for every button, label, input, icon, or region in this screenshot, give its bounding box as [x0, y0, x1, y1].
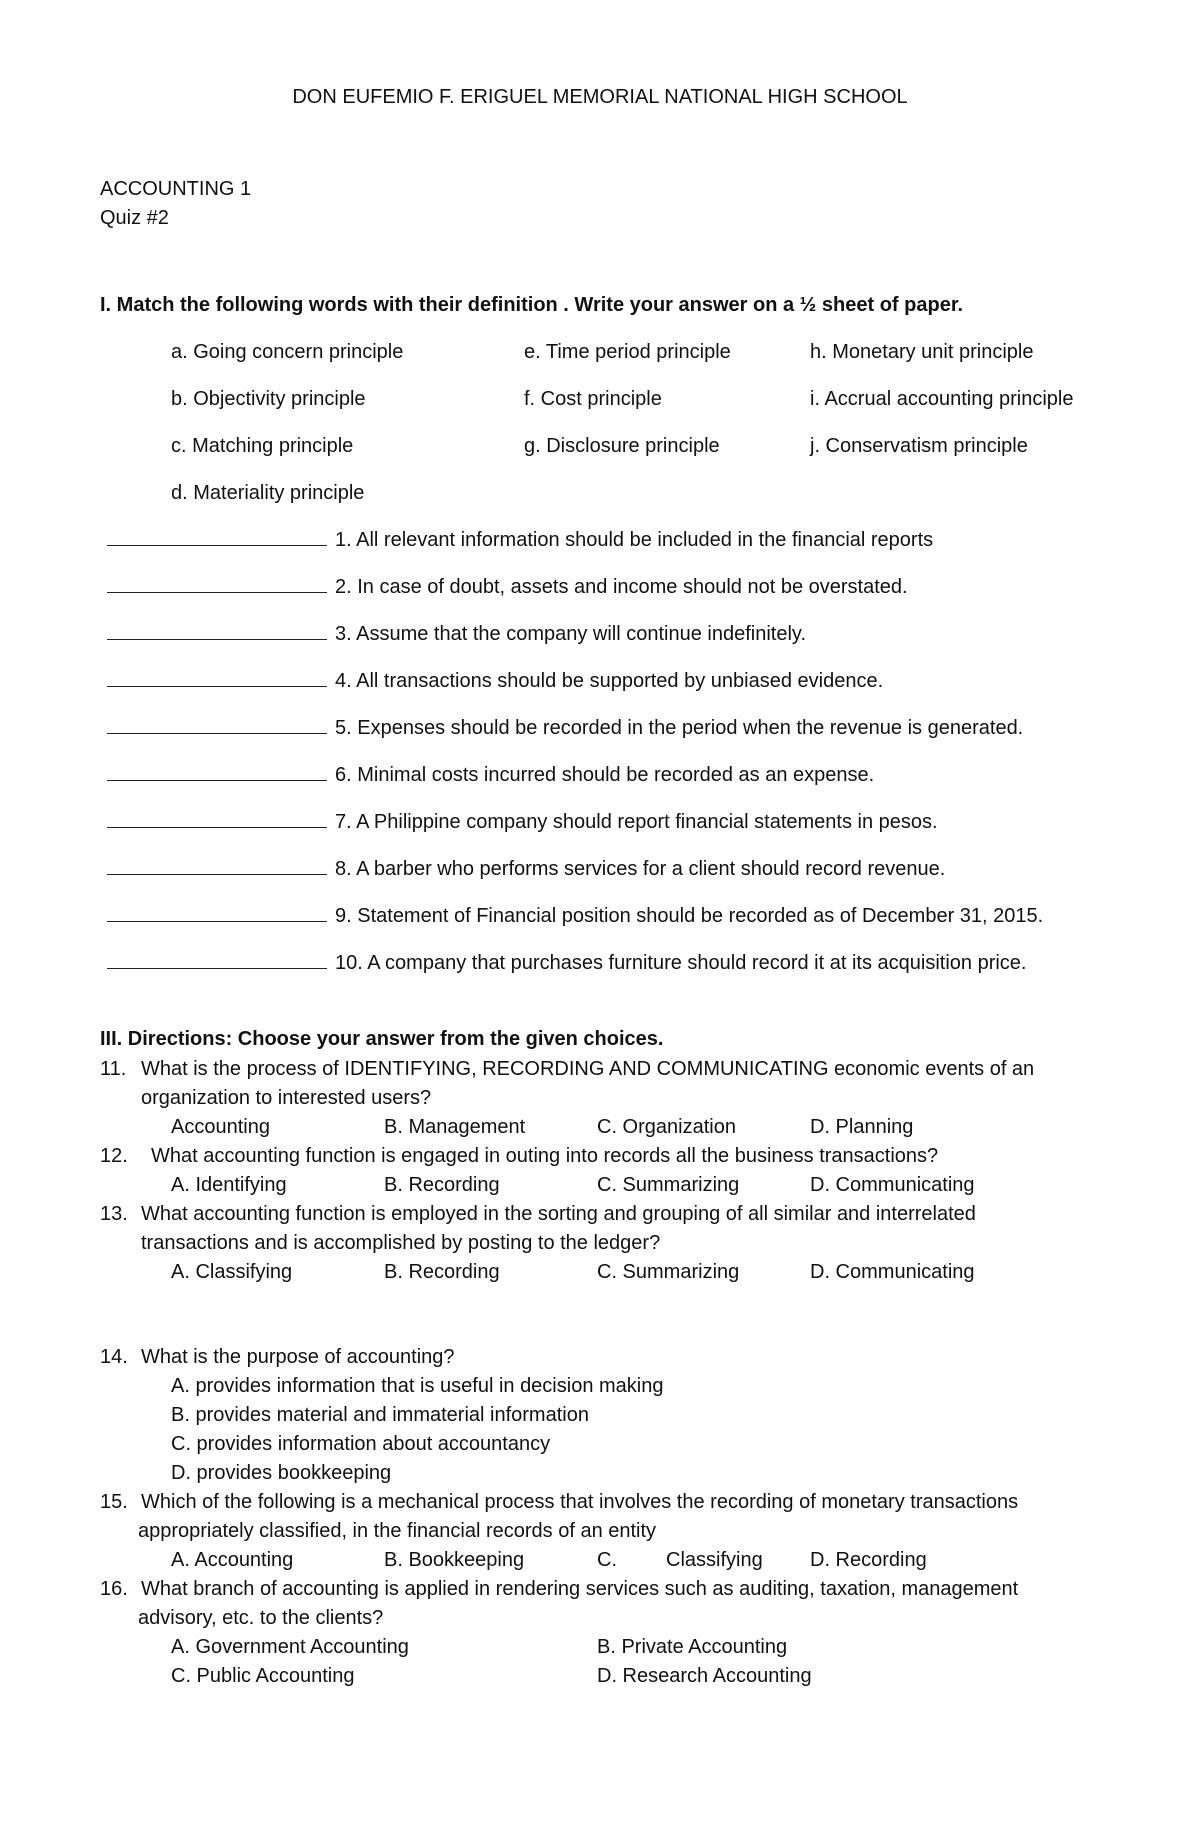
option[interactable]: D. Communicating: [810, 1261, 975, 1283]
question-number: 11.: [100, 1058, 127, 1080]
answer-blank[interactable]: [107, 717, 327, 734]
option[interactable]: A. Government Accounting: [171, 1636, 409, 1658]
section-3-title: III. Directions: Choose your answer from the given choices.: [100, 1028, 664, 1050]
choice-h: h. Monetary unit principle: [810, 341, 1034, 363]
option[interactable]: B. Recording: [384, 1261, 500, 1283]
option[interactable]: C. Summarizing: [597, 1174, 740, 1196]
answer-blank[interactable]: [107, 764, 327, 781]
choice-c: c. Matching principle: [171, 435, 354, 457]
question-number: 14.: [100, 1346, 128, 1368]
question-text: What accounting function is employed in the sorting and grouping of all similar and interrelated: [141, 1203, 976, 1225]
option[interactable]: C. provides information about accountancy: [171, 1433, 551, 1455]
match-item: 6. Minimal costs incurred should be recorded as an expense.: [107, 764, 874, 787]
option[interactable]: Classifying: [666, 1549, 763, 1571]
question-text: What is the process of IDENTIFYING, RECORDING AND COMMUNICATING economic events of an: [141, 1058, 1035, 1080]
choice-b: b. Objectivity principle: [171, 388, 366, 410]
match-item: 10. A company that purchases furniture should record it at its acquisition price.: [107, 952, 1026, 975]
subject-title: ACCOUNTING 1: [100, 178, 252, 200]
option[interactable]: D. provides bookkeeping: [171, 1462, 392, 1484]
match-item: 5. Expenses should be recorded in the period when the revenue is generated.: [107, 717, 1023, 740]
question-text: transactions and is accomplished by posting to the ledger?: [141, 1232, 661, 1254]
question-text: advisory, etc. to the clients?: [138, 1607, 384, 1629]
answer-blank[interactable]: [107, 529, 327, 546]
question-text: organization to interested users?: [141, 1087, 432, 1109]
choice-j: j. Conservatism principle: [810, 435, 1028, 457]
match-item: 4. All transactions should be supported by unbiased evidence.: [107, 670, 883, 693]
quiz-title: Quiz #2: [100, 207, 169, 229]
option[interactable]: B. Recording: [384, 1174, 500, 1196]
option[interactable]: D. Communicating: [810, 1174, 975, 1196]
match-item: 9. Statement of Financial position should be recorded as of December 31, 2015.: [107, 905, 1043, 928]
option[interactable]: C. Summarizing: [597, 1261, 740, 1283]
question-text: appropriately classified, in the financial records of an entity: [138, 1520, 657, 1542]
option[interactable]: A. Accounting: [171, 1549, 294, 1571]
match-item: 7. A Philippine company should report financial statements in pesos.: [107, 811, 938, 834]
option[interactable]: B. Private Accounting: [597, 1636, 788, 1658]
question-number: 15.: [100, 1491, 128, 1513]
option[interactable]: D. Research Accounting: [597, 1665, 812, 1687]
question-text: What is the purpose of accounting?: [141, 1346, 455, 1368]
choice-d: d. Materiality principle: [171, 482, 365, 504]
option[interactable]: D. Recording: [810, 1549, 927, 1571]
answer-blank[interactable]: [107, 905, 327, 922]
option[interactable]: C. Organization: [597, 1116, 736, 1138]
question-text: Which of the following is a mechanical process that involves the recording of monetary transactions: [141, 1491, 1019, 1513]
option[interactable]: Accounting: [171, 1116, 270, 1138]
school-name: DON EUFEMIO F. ERIGUEL MEMORIAL NATIONAL HIGH SCHOOL: [292, 86, 908, 108]
question-number: 12.: [100, 1145, 128, 1167]
match-item: 8. A barber who performs services for a client should record revenue.: [107, 858, 945, 881]
option[interactable]: A. Identifying: [171, 1174, 287, 1196]
choice-f: f. Cost principle: [524, 388, 662, 410]
section-1-title: I. Match the following words with their definition . Write your answer on a ½ sheet of paper.: [100, 294, 964, 316]
option[interactable]: A. Classifying: [171, 1261, 293, 1283]
match-item: 1. All relevant information should be included in the financial reports: [107, 529, 933, 552]
answer-blank[interactable]: [107, 858, 327, 875]
choice-i: i. Accrual accounting principle: [810, 388, 1074, 410]
option[interactable]: D. Planning: [810, 1116, 914, 1138]
option[interactable]: A. provides information that is useful in decision making: [171, 1375, 664, 1397]
option[interactable]: B. provides material and immaterial information: [171, 1404, 589, 1426]
answer-blank[interactable]: [107, 811, 327, 828]
question-number: 13.: [100, 1203, 128, 1225]
option[interactable]: B. Management: [384, 1116, 526, 1138]
answer-blank[interactable]: [107, 952, 327, 969]
answer-blank[interactable]: [107, 670, 327, 687]
choice-a: a. Going concern principle: [171, 341, 404, 363]
answer-blank[interactable]: [107, 623, 327, 640]
choice-g: g. Disclosure principle: [524, 435, 720, 457]
match-item: 2. In case of doubt, assets and income should not be overstated.: [107, 576, 908, 599]
option[interactable]: B. Bookkeeping: [384, 1549, 525, 1571]
option[interactable]: C. Public Accounting: [171, 1665, 355, 1687]
question-number: 16.: [100, 1578, 128, 1600]
match-item: 3. Assume that the company will continue indefinitely.: [107, 623, 806, 646]
answer-blank[interactable]: [107, 576, 327, 593]
choice-e: e. Time period principle: [524, 341, 731, 363]
option-letter[interactable]: C.: [597, 1549, 617, 1571]
question-text: What accounting function is engaged in outing into records all the business transactions?: [151, 1145, 939, 1167]
question-text: What branch of accounting is applied in rendering services such as auditing, taxation, management: [141, 1578, 1019, 1600]
